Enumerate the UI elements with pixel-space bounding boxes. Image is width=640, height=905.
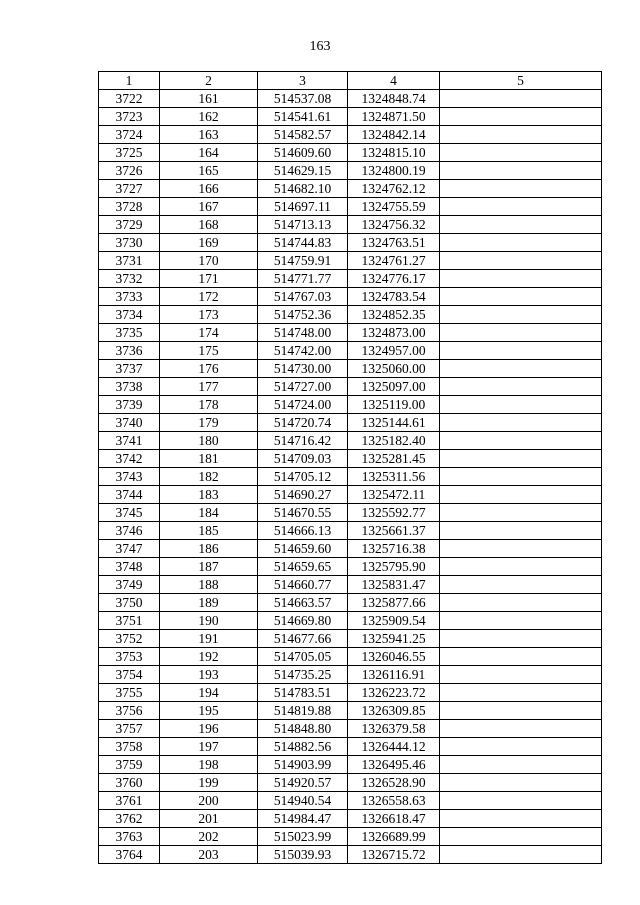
note-cell [440,594,602,612]
note-cell [440,342,602,360]
index-cell: 182 [160,468,258,486]
table-row [99,108,602,126]
x-coordinate-cell: 514752.36 [258,306,348,324]
x-coordinate-cell: 514582.57 [258,126,348,144]
table-row [99,90,602,108]
x-coordinate-cell: 514819.88 [258,702,348,720]
y-coordinate-cell: 1326618.47 [348,810,440,828]
y-coordinate-cell: 1326689.99 [348,828,440,846]
index-cell: 163 [160,126,258,144]
x-coordinate-cell: 515023.99 [258,828,348,846]
index-cell: 174 [160,324,258,342]
y-coordinate-cell: 1326116.91 [348,666,440,684]
note-cell [440,216,602,234]
point-number-cell: 3732 [99,270,160,288]
index-cell: 178 [160,396,258,414]
y-coordinate-cell: 1324776.17 [348,270,440,288]
note-cell [440,414,602,432]
table-row [99,468,602,486]
index-cell: 170 [160,252,258,270]
point-number-cell: 3752 [99,630,160,648]
coordinates-table [98,71,602,864]
point-number-cell: 3737 [99,360,160,378]
table-row [99,342,602,360]
note-cell [440,360,602,378]
y-coordinate-cell: 1326558.63 [348,792,440,810]
y-coordinate-cell: 1325795.90 [348,558,440,576]
point-number-cell: 3764 [99,846,160,864]
table-row [99,198,602,216]
x-coordinate-cell: 514659.60 [258,540,348,558]
index-cell: 183 [160,486,258,504]
table-row [99,540,602,558]
index-cell: 189 [160,594,258,612]
point-number-cell: 3756 [99,702,160,720]
table-row [99,756,602,774]
table-header [99,72,602,90]
point-number-cell: 3739 [99,396,160,414]
index-cell: 201 [160,810,258,828]
note-cell [440,846,602,864]
index-cell: 191 [160,630,258,648]
x-coordinate-cell: 514940.54 [258,792,348,810]
point-number-cell: 3760 [99,774,160,792]
x-coordinate-cell: 514759.91 [258,252,348,270]
table-body [99,90,602,864]
index-cell: 203 [160,846,258,864]
note-cell [440,540,602,558]
x-coordinate-cell: 514697.11 [258,198,348,216]
note-cell [440,738,602,756]
note-cell [440,270,602,288]
point-number-cell: 3750 [99,594,160,612]
point-number-cell: 3722 [99,90,160,108]
index-cell: 180 [160,432,258,450]
note-cell [440,378,602,396]
point-number-cell: 3740 [99,414,160,432]
note-cell [440,450,602,468]
index-cell: 194 [160,684,258,702]
point-number-cell: 3725 [99,144,160,162]
note-cell [440,90,602,108]
note-cell [440,144,602,162]
y-coordinate-cell: 1324783.54 [348,288,440,306]
table-row [99,666,602,684]
x-coordinate-cell: 514744.83 [258,234,348,252]
table-row [99,378,602,396]
note-cell [440,504,602,522]
table-row [99,792,602,810]
y-coordinate-cell: 1324957.00 [348,342,440,360]
x-coordinate-cell: 514709.03 [258,450,348,468]
x-coordinate-cell: 514705.05 [258,648,348,666]
note-cell [440,108,602,126]
x-coordinate-cell: 514659.65 [258,558,348,576]
x-coordinate-cell: 514663.57 [258,594,348,612]
index-cell: 184 [160,504,258,522]
point-number-cell: 3746 [99,522,160,540]
index-cell: 187 [160,558,258,576]
table-row [99,252,602,270]
index-cell: 167 [160,198,258,216]
table-row [99,216,602,234]
x-coordinate-cell: 514771.77 [258,270,348,288]
index-cell: 188 [160,576,258,594]
index-cell: 177 [160,378,258,396]
note-cell [440,468,602,486]
index-cell: 186 [160,540,258,558]
note-cell [440,720,602,738]
note-cell [440,666,602,684]
table-row [99,846,602,864]
y-coordinate-cell: 1325119.00 [348,396,440,414]
point-number-cell: 3761 [99,792,160,810]
column-header-4: 4 [348,72,440,90]
header-row [99,72,602,90]
index-cell: 197 [160,738,258,756]
y-coordinate-cell: 1325941.25 [348,630,440,648]
point-number-cell: 3755 [99,684,160,702]
column-header-5: 5 [440,72,602,90]
y-coordinate-cell: 1326223.72 [348,684,440,702]
point-number-cell: 3724 [99,126,160,144]
y-coordinate-cell: 1325909.54 [348,612,440,630]
table-row [99,810,602,828]
index-cell: 166 [160,180,258,198]
point-number-cell: 3751 [99,612,160,630]
table-row [99,144,602,162]
table-row [99,630,602,648]
table-row [99,774,602,792]
note-cell [440,702,602,720]
x-coordinate-cell: 514727.00 [258,378,348,396]
index-cell: 200 [160,792,258,810]
note-cell [440,162,602,180]
table-row [99,594,602,612]
index-cell: 173 [160,306,258,324]
point-number-cell: 3762 [99,810,160,828]
point-number-cell: 3758 [99,738,160,756]
note-cell [440,756,602,774]
point-number-cell: 3748 [99,558,160,576]
note-cell [440,828,602,846]
table-row [99,414,602,432]
note-cell [440,198,602,216]
x-coordinate-cell: 514690.27 [258,486,348,504]
table-row [99,684,602,702]
index-cell: 198 [160,756,258,774]
table-row [99,360,602,378]
x-coordinate-cell: 514660.77 [258,576,348,594]
y-coordinate-cell: 1325472.11 [348,486,440,504]
y-coordinate-cell: 1326046.55 [348,648,440,666]
index-cell: 169 [160,234,258,252]
index-cell: 172 [160,288,258,306]
table-row [99,450,602,468]
x-coordinate-cell: 515039.93 [258,846,348,864]
point-number-cell: 3757 [99,720,160,738]
x-coordinate-cell: 514724.00 [258,396,348,414]
index-cell: 175 [160,342,258,360]
point-number-cell: 3745 [99,504,160,522]
note-cell [440,180,602,198]
table-row [99,486,602,504]
index-cell: 196 [160,720,258,738]
y-coordinate-cell: 1325281.45 [348,450,440,468]
point-number-cell: 3738 [99,378,160,396]
x-coordinate-cell: 514677.66 [258,630,348,648]
point-number-cell: 3744 [99,486,160,504]
x-coordinate-cell: 514713.13 [258,216,348,234]
table-row [99,522,602,540]
x-coordinate-cell: 514748.00 [258,324,348,342]
table-row [99,126,602,144]
table-row [99,504,602,522]
y-coordinate-cell: 1326444.12 [348,738,440,756]
table-row [99,288,602,306]
x-coordinate-cell: 514669.80 [258,612,348,630]
column-header-1: 1 [99,72,160,90]
y-coordinate-cell: 1325311.56 [348,468,440,486]
x-coordinate-cell: 514730.00 [258,360,348,378]
x-coordinate-cell: 514720.74 [258,414,348,432]
y-coordinate-cell: 1326528.90 [348,774,440,792]
point-number-cell: 3726 [99,162,160,180]
x-coordinate-cell: 514705.12 [258,468,348,486]
index-cell: 176 [160,360,258,378]
y-coordinate-cell: 1325097.00 [348,378,440,396]
point-number-cell: 3723 [99,108,160,126]
x-coordinate-cell: 514609.60 [258,144,348,162]
index-cell: 199 [160,774,258,792]
y-coordinate-cell: 1324852.35 [348,306,440,324]
table-row [99,612,602,630]
point-number-cell: 3735 [99,324,160,342]
point-number-cell: 3753 [99,648,160,666]
note-cell [440,648,602,666]
x-coordinate-cell: 514541.61 [258,108,348,126]
column-header-3: 3 [258,72,348,90]
table-row [99,180,602,198]
note-cell [440,774,602,792]
index-cell: 165 [160,162,258,180]
note-cell [440,126,602,144]
y-coordinate-cell: 1324873.00 [348,324,440,342]
point-number-cell: 3733 [99,288,160,306]
note-cell [440,558,602,576]
y-coordinate-cell: 1324761.27 [348,252,440,270]
index-cell: 181 [160,450,258,468]
y-coordinate-cell: 1325877.66 [348,594,440,612]
note-cell [440,522,602,540]
point-number-cell: 3730 [99,234,160,252]
index-cell: 162 [160,108,258,126]
y-coordinate-cell: 1326495.46 [348,756,440,774]
note-cell [440,486,602,504]
y-coordinate-cell: 1324800.19 [348,162,440,180]
table-row [99,270,602,288]
note-cell [440,630,602,648]
point-number-cell: 3747 [99,540,160,558]
point-number-cell: 3734 [99,306,160,324]
x-coordinate-cell: 514783.51 [258,684,348,702]
y-coordinate-cell: 1325716.38 [348,540,440,558]
y-coordinate-cell: 1325661.37 [348,522,440,540]
point-number-cell: 3749 [99,576,160,594]
table-row [99,738,602,756]
index-cell: 164 [160,144,258,162]
index-cell: 190 [160,612,258,630]
x-coordinate-cell: 514682.10 [258,180,348,198]
x-coordinate-cell: 514848.80 [258,720,348,738]
y-coordinate-cell: 1325182.40 [348,432,440,450]
note-cell [440,684,602,702]
x-coordinate-cell: 514920.57 [258,774,348,792]
table-row [99,648,602,666]
index-cell: 195 [160,702,258,720]
y-coordinate-cell: 1324842.14 [348,126,440,144]
note-cell [440,810,602,828]
note-cell [440,288,602,306]
x-coordinate-cell: 514537.08 [258,90,348,108]
x-coordinate-cell: 514666.13 [258,522,348,540]
x-coordinate-cell: 514767.03 [258,288,348,306]
point-number-cell: 3728 [99,198,160,216]
table-row [99,828,602,846]
note-cell [440,306,602,324]
note-cell [440,576,602,594]
x-coordinate-cell: 514984.47 [258,810,348,828]
table-row [99,558,602,576]
note-cell [440,792,602,810]
y-coordinate-cell: 1325060.00 [348,360,440,378]
y-coordinate-cell: 1325144.61 [348,414,440,432]
y-coordinate-cell: 1324762.12 [348,180,440,198]
point-number-cell: 3731 [99,252,160,270]
table-row [99,324,602,342]
x-coordinate-cell: 514670.55 [258,504,348,522]
y-coordinate-cell: 1324848.74 [348,90,440,108]
y-coordinate-cell: 1324755.59 [348,198,440,216]
point-number-cell: 3727 [99,180,160,198]
y-coordinate-cell: 1324756.32 [348,216,440,234]
index-cell: 171 [160,270,258,288]
index-cell: 179 [160,414,258,432]
index-cell: 193 [160,666,258,684]
x-coordinate-cell: 514735.25 [258,666,348,684]
index-cell: 192 [160,648,258,666]
table-row [99,162,602,180]
point-number-cell: 3741 [99,432,160,450]
y-coordinate-cell: 1324871.50 [348,108,440,126]
x-coordinate-cell: 514742.00 [258,342,348,360]
y-coordinate-cell: 1326379.58 [348,720,440,738]
table-row [99,396,602,414]
point-number-cell: 3763 [99,828,160,846]
point-number-cell: 3736 [99,342,160,360]
x-coordinate-cell: 514882.56 [258,738,348,756]
x-coordinate-cell: 514903.99 [258,756,348,774]
y-coordinate-cell: 1324763.51 [348,234,440,252]
x-coordinate-cell: 514716.42 [258,432,348,450]
index-cell: 202 [160,828,258,846]
table-row [99,720,602,738]
y-coordinate-cell: 1324815.10 [348,144,440,162]
y-coordinate-cell: 1326715.72 [348,846,440,864]
note-cell [440,252,602,270]
note-cell [440,432,602,450]
note-cell [440,324,602,342]
point-number-cell: 3759 [99,756,160,774]
point-number-cell: 3742 [99,450,160,468]
y-coordinate-cell: 1326309.85 [348,702,440,720]
table-row [99,432,602,450]
note-cell [440,234,602,252]
column-header-2: 2 [160,72,258,90]
x-coordinate-cell: 514629.15 [258,162,348,180]
y-coordinate-cell: 1325592.77 [348,504,440,522]
point-number-cell: 3754 [99,666,160,684]
table-row [99,234,602,252]
index-cell: 185 [160,522,258,540]
point-number-cell: 3743 [99,468,160,486]
index-cell: 161 [160,90,258,108]
note-cell [440,396,602,414]
table-row [99,702,602,720]
point-number-cell: 3729 [99,216,160,234]
note-cell [440,612,602,630]
index-cell: 168 [160,216,258,234]
table-row [99,306,602,324]
y-coordinate-cell: 1325831.47 [348,576,440,594]
page-number: 163 [309,39,331,54]
table-row [99,576,602,594]
